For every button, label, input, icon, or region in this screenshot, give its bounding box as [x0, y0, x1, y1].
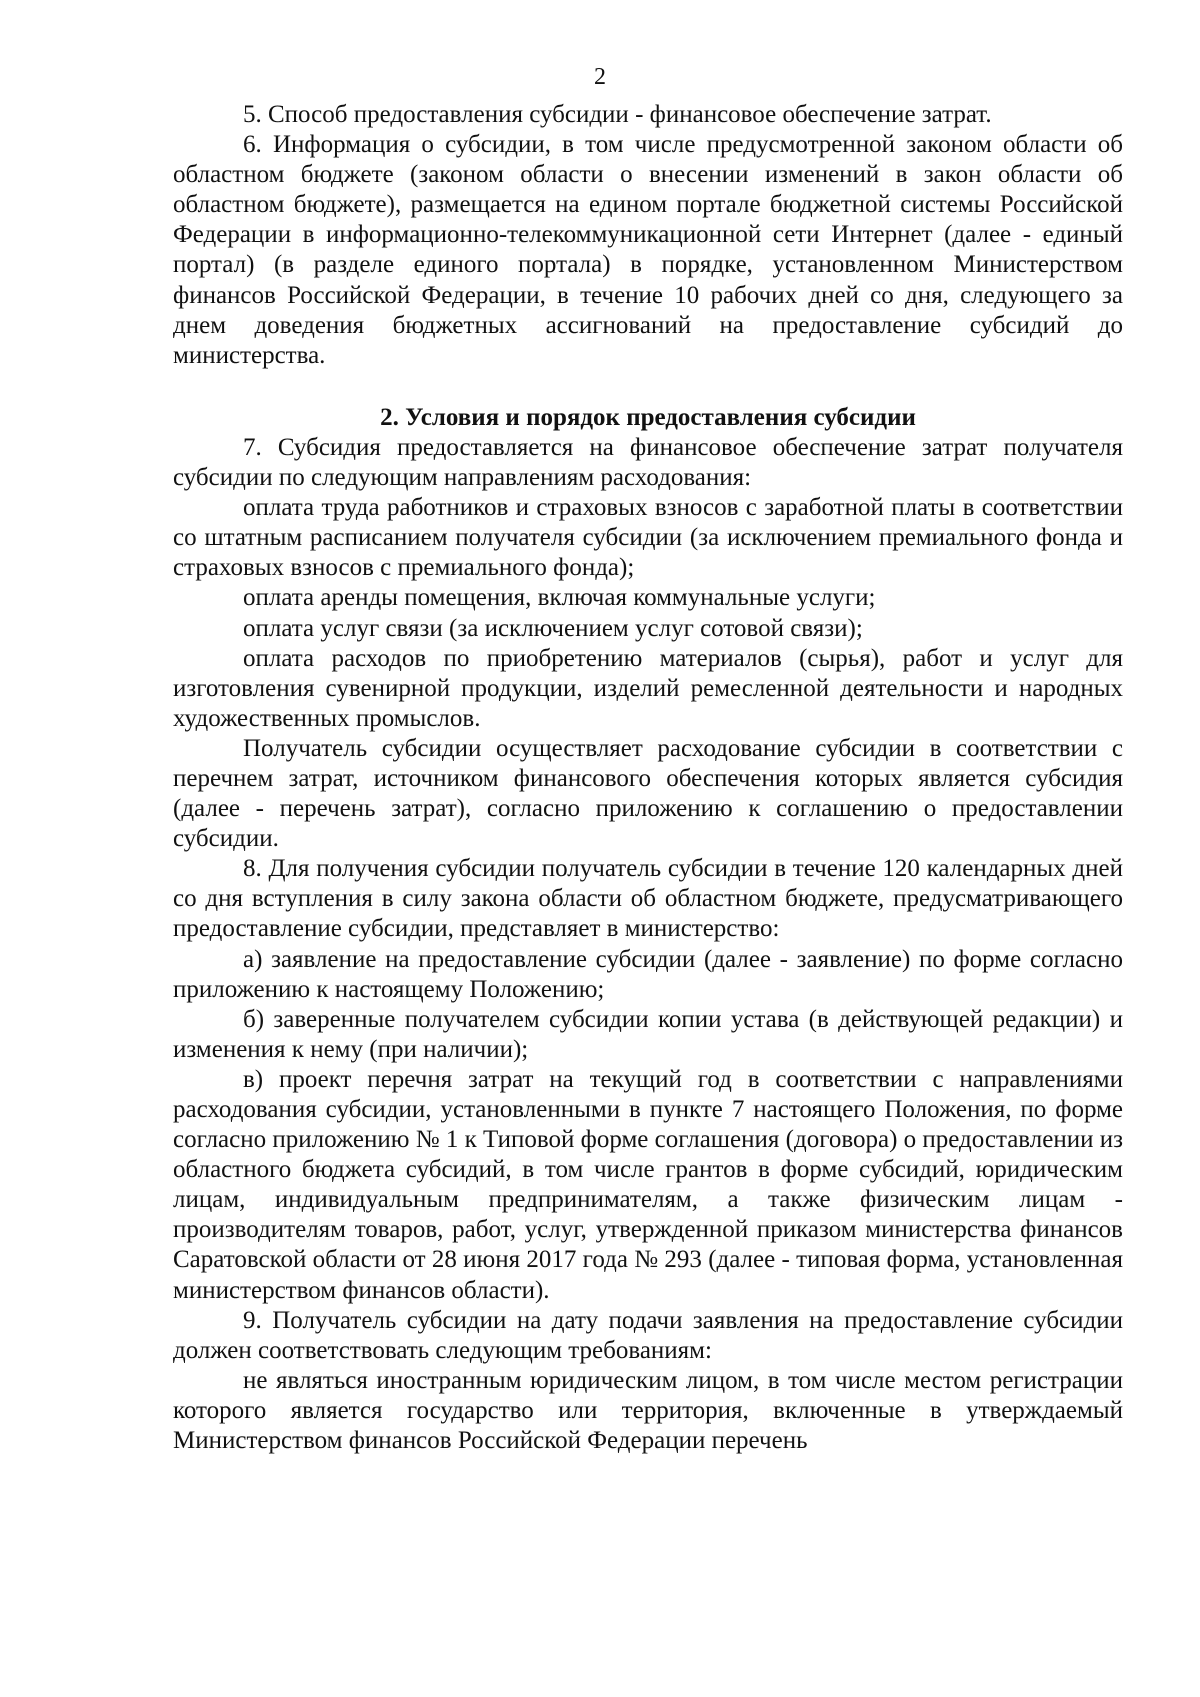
list-item-a-application: а) заявление на предоставление субсидии (далее - заявление) по форме согласно приложению к настоящему Положению;	[173, 945, 1123, 1003]
list-item-v-expense-draft: в) проект перечня затрат на текущий год в соответствии с направлениями расходования субсидии, установленными в пункте 7 настоящего Положения, по форме согласно приложению № 1 к Типовой форме соглашения (договора) о предоставлении из областного бюджета субсидий, в том числе грантов в форме субсидий, юридическим лицам, индивидуальным предпринимателям, а также физическим лицам - производителям товаров, работ, услуг, утвержденной приказом министерства финансов Саратовской области от 28 июня 2017 года № 293 (далее - типовая форма, установленная министерством финансов области).	[173, 1065, 1123, 1304]
paragraph-6-subsidy-information: 6. Информация о субсидии, в том числе предусмотренной законом области об областном бюджете (законом области о внесении изменений в закон области об областном бюджете), размещается на едином портале бюджетной системы Российской Федерации в информационно-телекоммуникационной сети Интернет (далее - единый портал) (в разделе единого портала) в порядке, установленном Министерством финансов Российской Федерации, в течение 10 рабочих дней со дня, следующего за днем доведения бюджетных ассигнований на предоставление субсидий до министерства.	[173, 131, 1123, 369]
list-item-materials-payment: оплата расходов по приобретению материалов (сырья), работ и услуг для изготовления сувенирной продукции, изделий ремесленной деятельности и народных художественных промыслов.	[173, 644, 1123, 732]
document-body	[173, 100, 1123, 1456]
page-number: 2	[594, 64, 606, 90]
list-item-not-foreign-entity: не являться иностранным юридическим лицом, в том числе местом регистрации которого является государство или территория, включенные в утверждаемый Министерством финансов Российской Федерации перечень	[173, 1366, 1123, 1455]
paragraph-expense-list: Получатель субсидии осуществляет расходование субсидии в соответствии с перечнем затрат, источником финансового обеспечения которых является субсидия (далее - перечень затрат), согласно приложению к соглашению о предоставлении субсидии.	[173, 734, 1123, 853]
list-item-labor-payment: оплата труда работников и страховых взносов с заработной платы в соответствии со штатным расписанием получателя субсидии (за исключением премиального фонда и страховых взносов с премиального фонда);	[173, 494, 1123, 582]
section-2-heading: 2. Условия и порядок предоставления субсидии	[380, 403, 916, 431]
paragraph-9-requirements: 9. Получатель субсидии на дату подачи заявления на предоставление субсидии должен соответствовать следующим требованиям:	[173, 1306, 1123, 1364]
list-item-b-charter-copies: б) заверенные получателем субсидии копии устава (в действующей редакции) и изменения к нему (при наличии);	[173, 1005, 1123, 1063]
list-item-rent-payment: оплата аренды помещения, включая коммунальные услуги;	[243, 584, 876, 612]
paragraph-7-subsidy-directions: 7. Субсидия предоставляется на финансовое обеспечение затрат получателя субсидии по следующим направлениям расходования:	[173, 433, 1123, 492]
paragraph-5-subsidy-method: 5. Способ предоставления субсидии - финансовое обеспечение затрат.	[243, 101, 992, 128]
list-item-communication-payment: оплата услуг связи (за исключением услуг сотовой связи);	[243, 614, 863, 642]
paragraph-8-documents: 8. Для получения субсидии получатель субсидии в течение 120 календарных дней со дня вступления в силу закона области об областном бюджете, предусматривающего предоставление субсидии, представляет в министерство:	[173, 855, 1123, 943]
